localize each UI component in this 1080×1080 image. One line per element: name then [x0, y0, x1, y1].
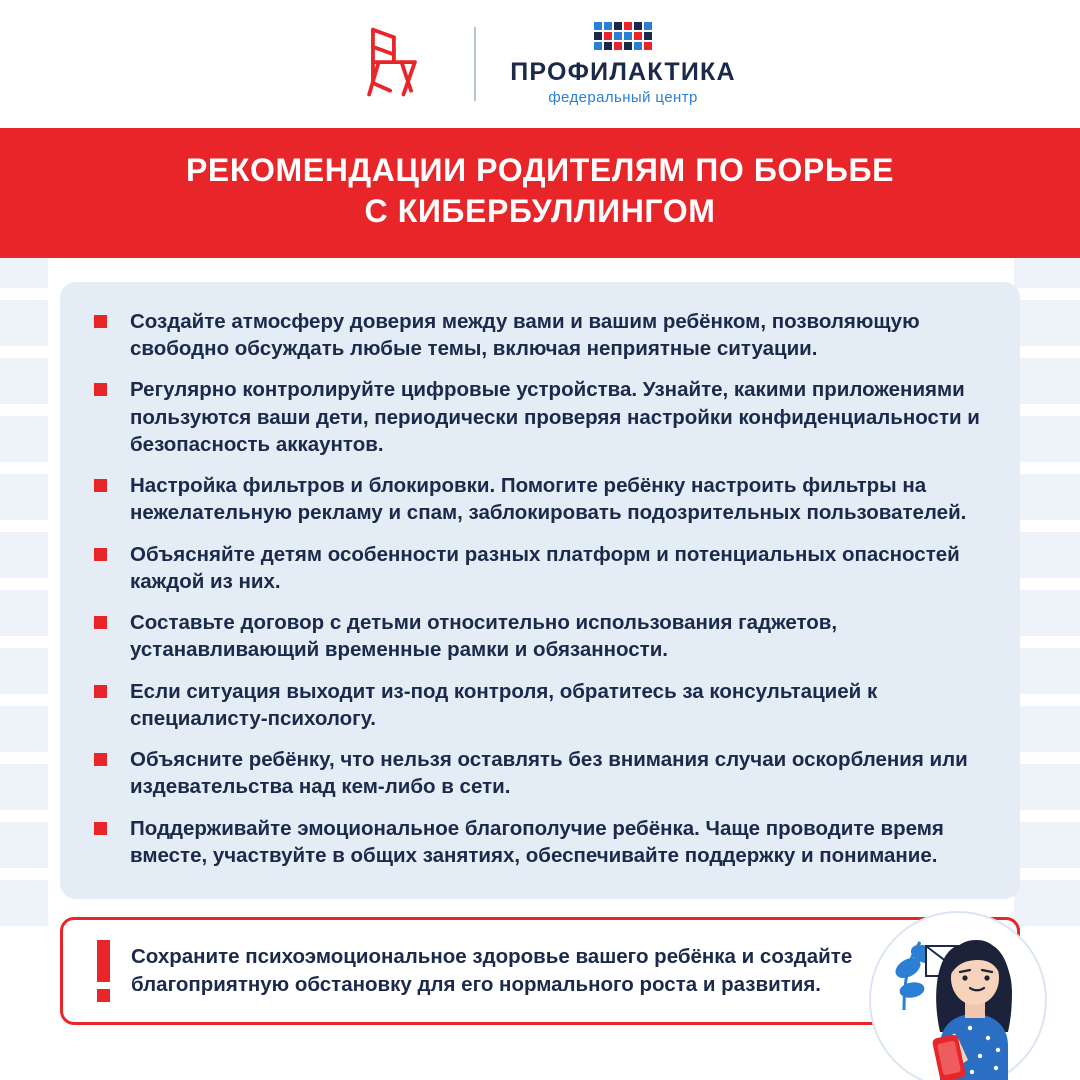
recommendation-text: Если ситуация выходит из-под контроля, обратитесь за консультацией к специалисту-психологу.	[130, 679, 878, 730]
background-square	[0, 590, 48, 636]
recommendation-text: Создайте атмосферу доверия между вами и вашим ребёнком, позволяющую свободно обсуждать любые темы, включая неприятные ситуации.	[130, 309, 920, 361]
background-square	[1014, 764, 1080, 810]
recommendation-item	[90, 609, 986, 664]
page-title-line-1: РЕКОМЕНДАЦИИ РОДИТЕЛЯМ ПО БОРЬБЕ	[185, 152, 895, 188]
background-square	[0, 358, 48, 404]
recommendation-text: Объясняйте детям особенности разных платформ и потенциальных опасностей каждой из них.	[130, 542, 960, 593]
page-title	[60, 150, 1020, 232]
bullet-square-icon	[94, 822, 107, 835]
background-square	[1014, 706, 1080, 752]
recommendation-item	[90, 746, 986, 801]
brand-block	[510, 22, 736, 106]
bullet-square-icon	[94, 616, 107, 629]
recommendation-item	[90, 678, 986, 733]
exclamation-mark-icon	[85, 940, 121, 1002]
background-square	[1014, 416, 1080, 462]
background-square	[0, 474, 48, 520]
recommendation-text: Регулярно контролируйте цифровые устройства. Узнайте, какими приложениями пользуются ваши дети, периодически проверяя настройки конфиденциальности и безопасность аккаунтов.	[130, 378, 980, 456]
bullet-square-icon	[94, 548, 107, 561]
recommendation-item	[90, 541, 986, 596]
page-title-line-2: С КИБЕРБУЛЛИНГОМ	[364, 192, 716, 229]
bullet-square-icon	[94, 383, 107, 396]
brand-title: ПРОФИЛАКТИКА	[510, 58, 736, 86]
callout-text: Сохраните психоэмоциональное здоровье вашего ребёнка и создайте благоприятную обстановку для его нормального роста и развития.	[131, 945, 853, 997]
bullet-square-icon	[94, 479, 107, 492]
recommendation-text: Поддерживайте эмоциональное благополучие ребёнка. Чаще проводите время вместе, участвуйте в общих занятиях, обеспечивайте поддержку и понимание.	[130, 816, 944, 867]
recommendation-item	[90, 472, 986, 527]
recommendation-text: Составьте договор с детьми относительно использования гаджетов, устанавливающий временные рамки и обязанности.	[130, 611, 838, 662]
recommendation-item	[90, 308, 986, 363]
chair-logo-icon	[344, 24, 440, 104]
callout-box	[60, 917, 1020, 1025]
background-square	[1014, 648, 1080, 694]
background-square	[1014, 532, 1080, 578]
bullet-square-icon	[94, 753, 107, 766]
recommendations-list	[90, 308, 986, 869]
background-square	[0, 532, 48, 578]
background-square	[0, 880, 48, 926]
background-square	[1014, 358, 1080, 404]
background-square	[0, 416, 48, 462]
bullet-square-icon	[94, 685, 107, 698]
background-square	[0, 648, 48, 694]
recommendation-item	[90, 376, 986, 458]
background-square	[1014, 880, 1080, 926]
recommendation-item	[90, 815, 986, 870]
recommendation-text: Настройка фильтров и блокировки. Помогите ребёнку настроить фильтры на нежелательную рекламу и спам, заблокировать подозрительных пользователей.	[130, 474, 967, 525]
recommendations-card	[60, 282, 1020, 899]
header-divider	[474, 27, 476, 101]
header	[0, 0, 1080, 128]
background-square	[1014, 822, 1080, 868]
background-square	[1014, 590, 1080, 636]
background-square	[1014, 300, 1080, 346]
background-square	[0, 764, 48, 810]
brand-subtitle: федеральный центр	[548, 89, 698, 106]
background-square	[0, 822, 48, 868]
recommendation-text: Объясните ребёнку, что нельзя оставлять без внимания случаи оскорбления или издевательства над кем-либо в сети.	[130, 748, 968, 799]
background-square	[0, 706, 48, 752]
background-square	[1014, 474, 1080, 520]
brand-mark-icon	[594, 22, 652, 50]
background-square	[0, 300, 48, 346]
page-title-band	[0, 128, 1080, 258]
bullet-square-icon	[94, 315, 107, 328]
